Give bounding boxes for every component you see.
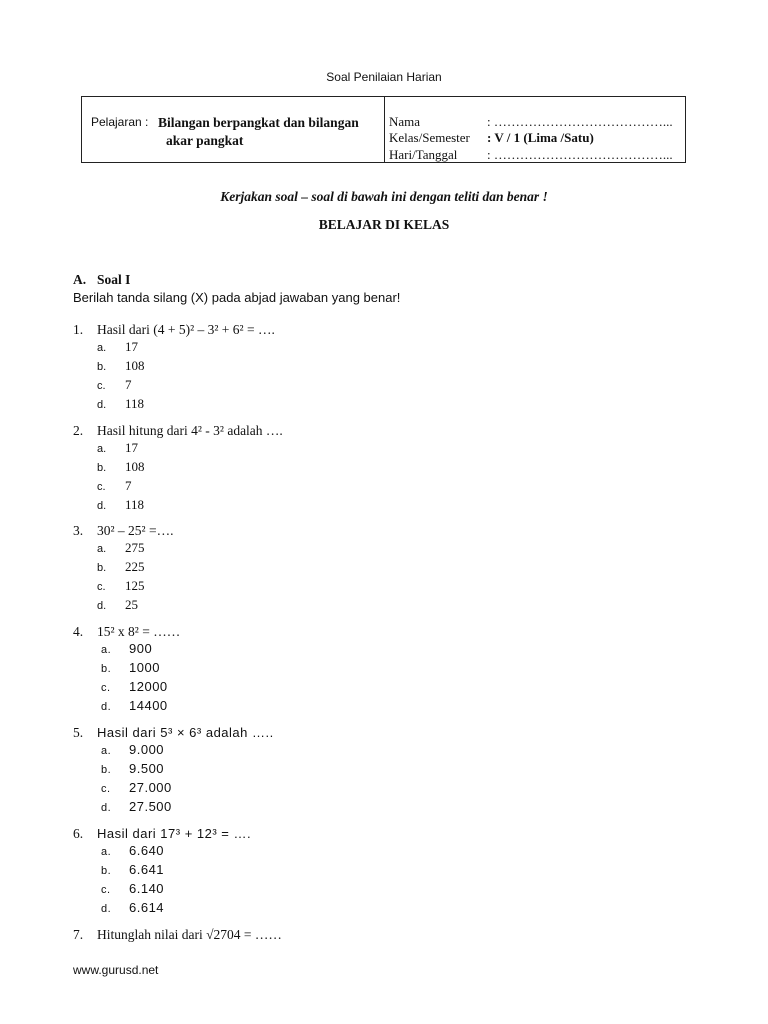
- section-a-marker: A.: [73, 272, 87, 287]
- option-key: d.: [97, 399, 107, 411]
- option[interactable]: [73, 496, 283, 515]
- option-value: 108: [125, 459, 145, 474]
- option[interactable]: [73, 357, 275, 376]
- option-key: d.: [101, 903, 112, 915]
- question-number: 6.: [73, 826, 84, 841]
- option-value: 6.614: [129, 900, 165, 915]
- question-3: [73, 522, 173, 615]
- field-hari-value: : …………………………………...: [487, 147, 673, 162]
- option-value: 12000: [129, 679, 168, 694]
- question-4: [73, 623, 180, 716]
- option[interactable]: [73, 880, 251, 899]
- option-value: 17: [125, 339, 138, 354]
- option-value: 1000: [129, 660, 160, 675]
- option-key: a.: [101, 846, 112, 858]
- field-hari: [389, 147, 673, 163]
- option-key: d.: [97, 600, 107, 612]
- option-value: 27.500: [129, 799, 172, 814]
- option[interactable]: [73, 338, 275, 357]
- option[interactable]: [73, 678, 180, 697]
- option[interactable]: [73, 760, 274, 779]
- option[interactable]: [73, 899, 251, 918]
- option-value: 9.500: [129, 761, 165, 776]
- option-value: 14400: [129, 698, 168, 713]
- option-key: c.: [97, 581, 106, 593]
- option-key: c.: [101, 682, 111, 694]
- question-2: [73, 422, 283, 515]
- option-value: 125: [125, 578, 145, 593]
- field-kelas: [389, 130, 594, 146]
- option-key: b.: [101, 764, 112, 776]
- option-value: 25: [125, 597, 138, 612]
- option[interactable]: [73, 458, 283, 477]
- option-value: 108: [125, 358, 145, 373]
- option-key: a.: [101, 745, 112, 757]
- option-key: b.: [97, 361, 107, 373]
- question-text: Hasil dari (4 + 5)² – 3² + 6² = ….: [97, 322, 275, 337]
- option-key: b.: [97, 562, 107, 574]
- question-text: Hasil dari 17³ + 12³ = ….: [97, 826, 252, 841]
- field-kelas-value: : V / 1 (Lima /Satu): [487, 130, 594, 145]
- subject-value: [158, 114, 380, 150]
- option-value: 7: [125, 478, 132, 493]
- option-value: 118: [125, 396, 145, 411]
- question-number: 5.: [73, 725, 84, 740]
- question-text: Hasil hitung dari 4² - 3² adalah ….: [97, 423, 283, 438]
- option-key: a.: [97, 543, 107, 555]
- option[interactable]: [73, 659, 180, 678]
- field-nama-value: : …………………………………...: [487, 114, 673, 129]
- field-kelas-label: Kelas/Semester: [389, 130, 470, 145]
- option-key: b.: [101, 663, 112, 675]
- option[interactable]: [73, 558, 173, 577]
- option-key: a.: [101, 644, 112, 656]
- question-text: Hasil dari 5³ × 6³ adalah …..: [97, 725, 274, 740]
- option[interactable]: [73, 798, 274, 817]
- option-value: 9.000: [129, 742, 165, 757]
- question-text: Hitunglah nilai dari √2704 = ……: [97, 927, 282, 942]
- option-key: a.: [97, 342, 107, 354]
- section-heading: BELAJAR DI KELAS: [318, 217, 450, 232]
- option-key: d.: [101, 802, 112, 814]
- question-7: [73, 926, 282, 943]
- option[interactable]: [73, 376, 275, 395]
- option[interactable]: [73, 577, 173, 596]
- instruction: Kerjakan soal – soal di bawah ini dengan teliti dan benar !: [220, 189, 548, 204]
- question-text: 15² x 8² = ……: [97, 624, 181, 639]
- option-value: 27.000: [129, 780, 172, 795]
- subject-line-1: Bilangan berpangkat dan bilangan: [158, 115, 359, 130]
- option-key: b.: [97, 462, 107, 474]
- option-key: b.: [101, 865, 112, 877]
- option-key: a.: [97, 443, 107, 455]
- option-key: c.: [97, 380, 106, 392]
- option-value: 17: [125, 440, 138, 455]
- question-number: 4.: [73, 624, 84, 639]
- section-a-instruction: Berilah tanda silang (X) pada abjad jawaban yang benar!: [73, 290, 401, 305]
- option[interactable]: [73, 861, 251, 880]
- question-number: 7.: [73, 927, 84, 942]
- option[interactable]: [73, 779, 274, 798]
- option-key: c.: [101, 884, 111, 896]
- question-number: 1.: [73, 322, 84, 337]
- option[interactable]: [73, 439, 283, 458]
- option-value: 900: [129, 641, 153, 656]
- question-5: [73, 724, 274, 817]
- option[interactable]: [73, 697, 180, 716]
- question-number: 2.: [73, 423, 84, 438]
- option-key: c.: [101, 783, 111, 795]
- option[interactable]: [73, 539, 173, 558]
- option-key: d.: [101, 701, 112, 713]
- section-a-heading: [73, 272, 130, 288]
- question-6: [73, 825, 251, 918]
- subject-label: Pelajaran :: [91, 115, 149, 129]
- page-title: Soal Penilaian Harian: [326, 70, 442, 84]
- option[interactable]: [73, 596, 173, 615]
- section-a-title: Soal I: [97, 272, 131, 287]
- option[interactable]: [73, 395, 275, 414]
- option-value: 275: [125, 540, 145, 555]
- option-value: 118: [125, 497, 145, 512]
- field-hari-label: Hari/Tanggal: [389, 147, 458, 162]
- option-value: 6.140: [129, 881, 165, 896]
- subject-line-2: akar pangkat: [166, 133, 244, 148]
- question-1: [73, 321, 275, 414]
- header-divider: [384, 97, 385, 162]
- option-value: 7: [125, 377, 132, 392]
- field-nama-label: Nama: [389, 114, 421, 129]
- question-text: 30² – 25² =….: [97, 523, 174, 538]
- option[interactable]: [73, 477, 283, 496]
- option[interactable]: [73, 842, 251, 861]
- field-nama: [389, 114, 673, 130]
- option-key: d.: [97, 500, 107, 512]
- option-key: c.: [97, 481, 106, 493]
- question-number: 3.: [73, 523, 84, 538]
- option-value: 6.640: [129, 843, 165, 858]
- option[interactable]: [73, 741, 274, 760]
- option-value: 6.641: [129, 862, 165, 877]
- option[interactable]: [73, 640, 180, 659]
- option-value: 225: [125, 559, 145, 574]
- footer-url[interactable]: www.gurusd.net: [73, 963, 159, 977]
